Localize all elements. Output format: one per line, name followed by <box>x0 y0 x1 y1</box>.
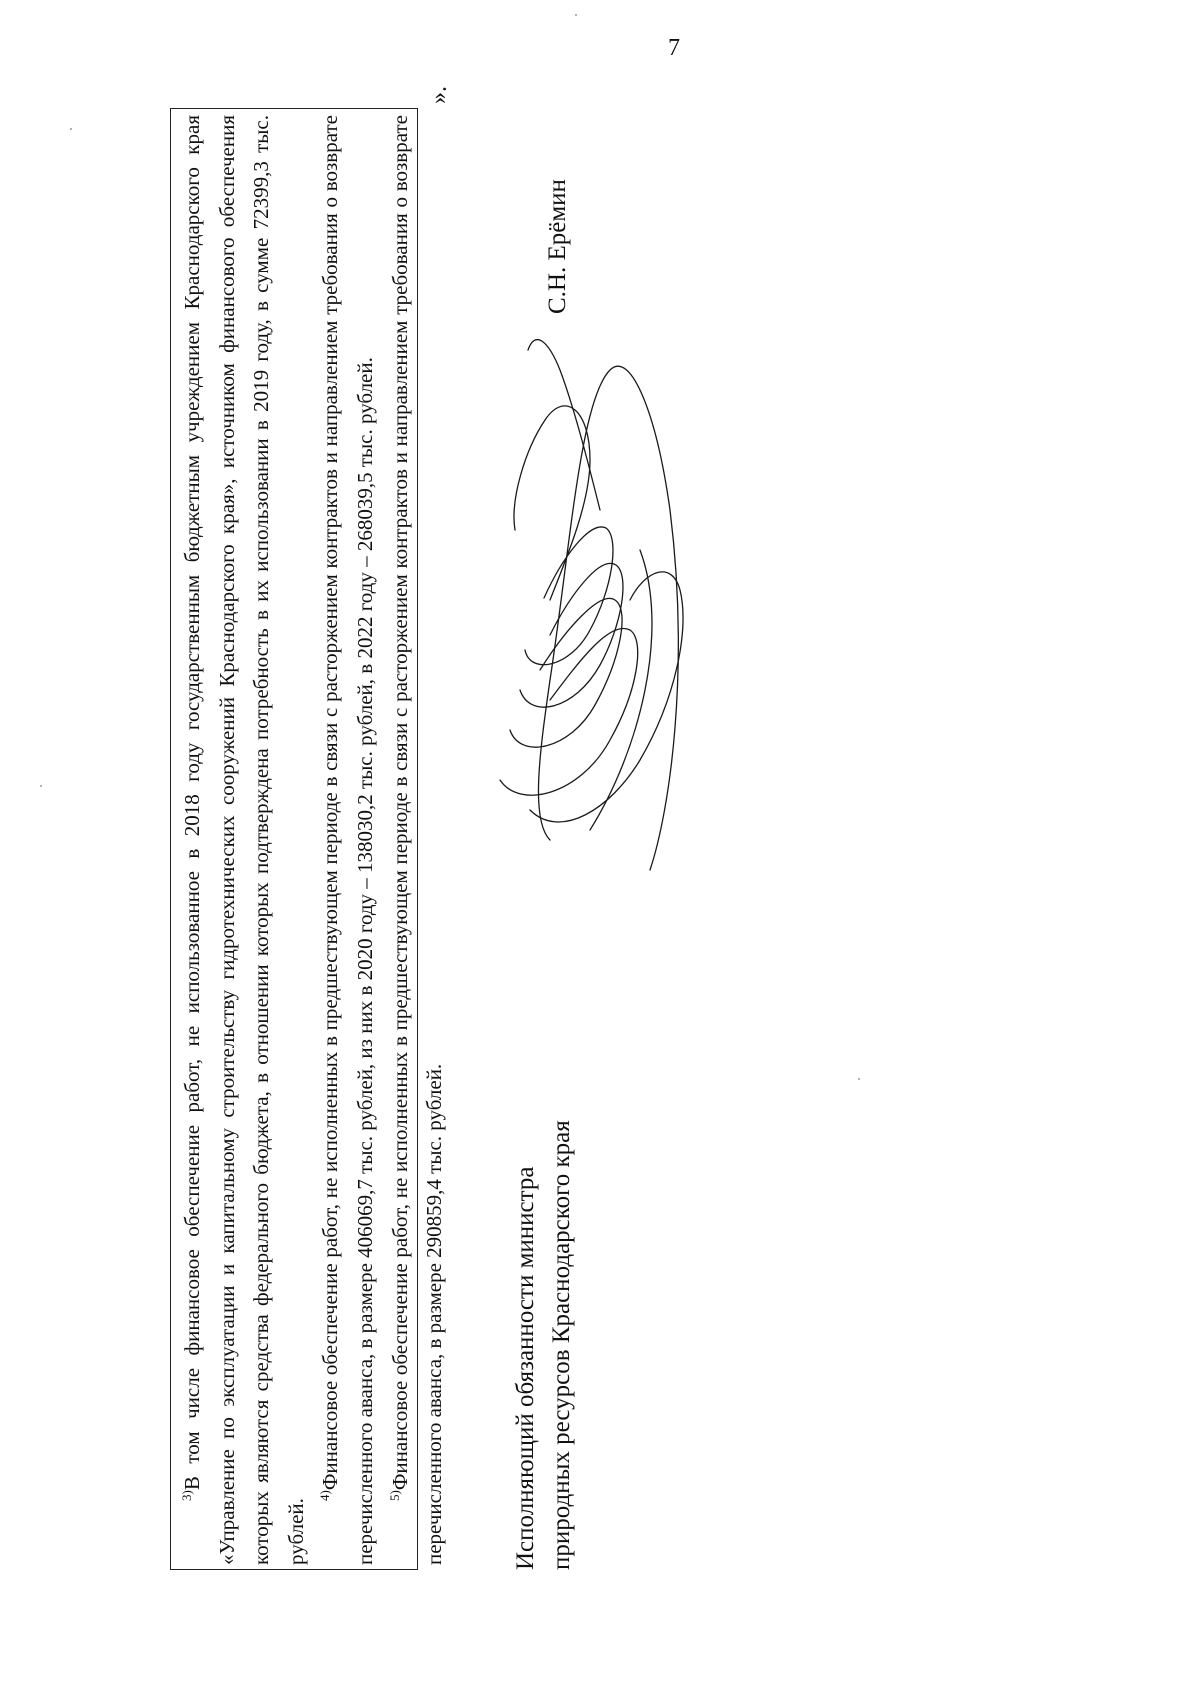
handwritten-signature <box>440 330 740 930</box>
footnote-4 <box>313 115 382 1565</box>
footnote-text: В том числе финансовое обеспечение работ, не использованное в 2018 году государственным бюджетным учреждением Краснодарского края «Управление по эксплуатации и капитальному строительству гидротехнических сооружений Краснодарского края», источником финансового обеспечения которых являются средства федерального бюджета, в отношении которых подтверждена потребность в их использовании в 2019 году, в сумме 72399,3 тыс. рублей. <box>180 115 308 1565</box>
rotated-content <box>170 86 950 1570</box>
signature-stroke <box>514 406 590 600</box>
position-line-2: природных ресурсов Краснодарского края <box>548 1120 575 1570</box>
footnote-marker: 4) <box>317 1490 333 1501</box>
footnote-marker: 5) <box>386 1490 402 1501</box>
signatory-name: С.Н. Ерёмин <box>544 179 571 314</box>
signature-stroke <box>510 598 622 747</box>
footnote-text: Финансовое обеспечение работ, не исполненных в предшествующем периоде в связи с расторжением контрактов и направлением требования о возврате перечисленного аванса, в размере 290859,4 тыс. рублей. <box>387 115 447 1565</box>
footnote-3 <box>175 115 313 1565</box>
scan-speck <box>70 128 72 130</box>
signature-stroke <box>525 527 613 665</box>
footnote-text: Финансовое обеспечение работ, не исполненных в предшествующем периоде в связи с расторжением контрактов и направлением требования о возврате перечисленного аванса, в размере 406069,7 тыс. рублей, из них в 2020 году – 138030,2 тыс. рублей, в 2022 году – 268039,5 тыс. рублей. <box>318 115 377 1565</box>
signatory-position <box>508 970 580 1570</box>
position-line-1: Исполняющий обязанности министра <box>512 1166 539 1570</box>
scan-speck <box>575 14 577 16</box>
scan-speck <box>40 785 42 787</box>
page-number: 7 <box>668 35 680 61</box>
signature-stroke <box>528 340 600 510</box>
closing-quote: ». <box>426 86 452 104</box>
signature-stroke <box>590 550 652 830</box>
footnote-marker: 3) <box>179 1490 194 1501</box>
footnotes-box <box>170 108 447 1570</box>
